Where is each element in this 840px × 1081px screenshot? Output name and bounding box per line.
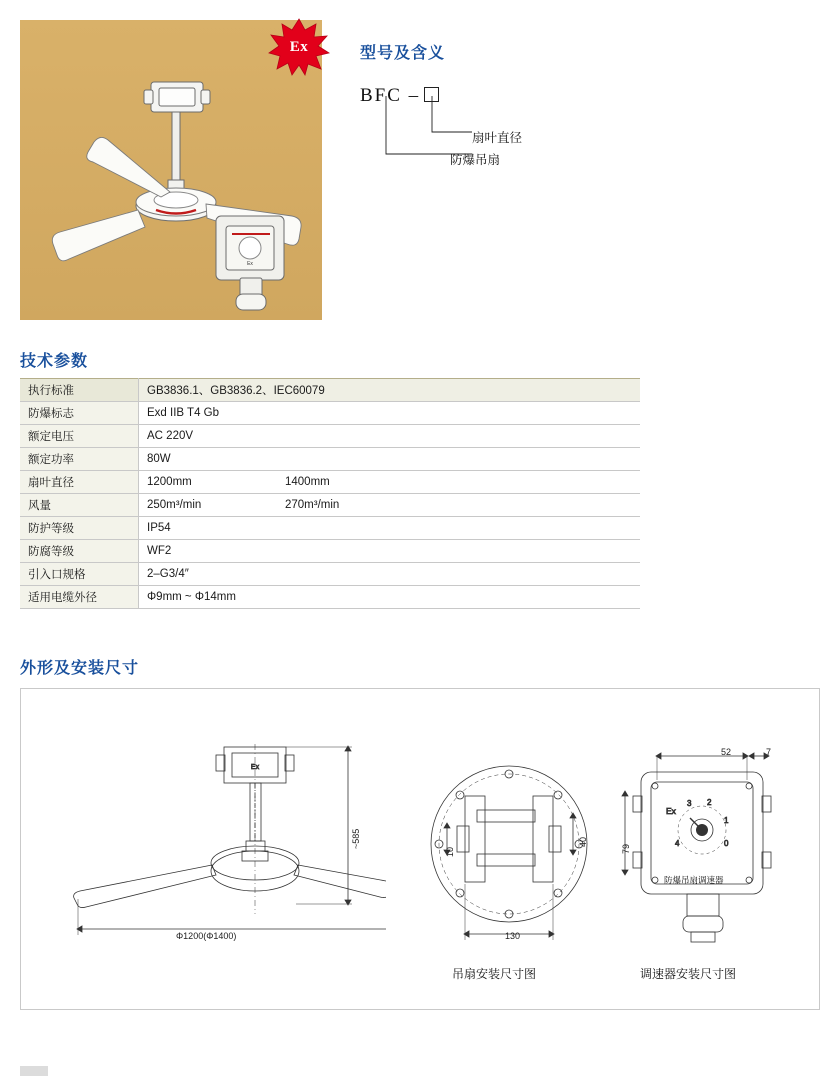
tech-section-title: 技术参数 <box>20 353 89 370</box>
svg-text:0: 0 <box>724 839 729 848</box>
param-key: 防护等级 <box>20 517 139 540</box>
dim-section-title: 外形及安装尺寸 <box>20 660 140 677</box>
dim-10: 10 <box>445 846 455 857</box>
param-key: 扇叶直径 <box>20 471 139 494</box>
ex-badge-label: Ex <box>289 38 309 55</box>
param-value: Φ9mm ~ Φ14mm <box>139 586 641 609</box>
model-section-title: 型号及含义 <box>360 45 446 62</box>
table-row <box>20 563 640 586</box>
param-value: IP54 <box>139 517 641 540</box>
svg-text:Ex: Ex <box>247 261 253 267</box>
table-row <box>20 494 640 517</box>
param-key: 风量 <box>20 494 139 517</box>
dimension-drawings-panel <box>20 688 820 1010</box>
caption-fan-mounting: 吊扇安装尺寸图 <box>452 967 537 981</box>
table-row <box>20 586 640 609</box>
tech-params-table <box>20 378 640 609</box>
param-value: 80W <box>139 448 641 471</box>
svg-text:4: 4 <box>675 839 680 848</box>
dim-130: 130 <box>505 931 521 941</box>
param-value: 2–G3/4″ <box>139 563 641 586</box>
param-value: AC 220V <box>139 425 641 448</box>
dim-79: 79 <box>621 843 631 854</box>
footer-mark <box>20 1066 48 1076</box>
table-row <box>20 471 640 494</box>
table-row <box>20 448 640 471</box>
dim-7: 7 <box>766 747 772 757</box>
param-key: 执行标准 <box>20 379 139 402</box>
param-value-1400: 1400mm <box>277 471 640 494</box>
param-key: 防爆标志 <box>20 402 139 425</box>
table-row <box>20 540 640 563</box>
svg-text:1: 1 <box>724 816 729 825</box>
caption-controller-mounting: 调速器安装尺寸图 <box>640 967 737 981</box>
dim-height-585: ~585 <box>351 828 361 849</box>
param-value-1200: 1200mm <box>139 471 278 494</box>
model-label-fan-type: 防爆吊扇 <box>450 153 501 167</box>
param-value: GB3836.1、GB3836.2、IEC60079 <box>139 379 641 402</box>
param-key: 引入口规格 <box>20 563 139 586</box>
param-key: 额定功率 <box>20 448 139 471</box>
table-row <box>20 379 640 402</box>
ex-badge <box>268 18 330 76</box>
svg-text:2: 2 <box>707 798 712 807</box>
table-row <box>20 425 640 448</box>
dim-diameter-1200-1400: Φ1200(Φ1400) <box>176 931 237 941</box>
table-row <box>20 402 640 425</box>
model-code-text: BFC – <box>360 85 421 106</box>
param-value: WF2 <box>139 540 641 563</box>
param-value-airflow-2: 270m³/min <box>277 494 640 517</box>
param-value-airflow-1: 250m³/min <box>139 494 278 517</box>
svg-text:3: 3 <box>687 799 692 808</box>
param-key: 适用电缆外径 <box>20 586 139 609</box>
param-key: 额定电压 <box>20 425 139 448</box>
model-section <box>360 40 800 167</box>
dim-40: 40 <box>578 836 588 847</box>
svg-text:Ex: Ex <box>250 764 260 771</box>
param-value: Exd IIB T4 Gb <box>139 402 641 425</box>
table-row <box>20 517 640 540</box>
dim-52: 52 <box>721 747 732 757</box>
svg-text:Ex: Ex <box>666 806 676 816</box>
speed-controller-drawing <box>611 734 801 959</box>
param-key: 防腐等级 <box>20 540 139 563</box>
model-label-blade-diameter: 扇叶直径 <box>472 131 523 145</box>
controller-panel-text: 防爆吊扇调速器 <box>664 875 724 885</box>
